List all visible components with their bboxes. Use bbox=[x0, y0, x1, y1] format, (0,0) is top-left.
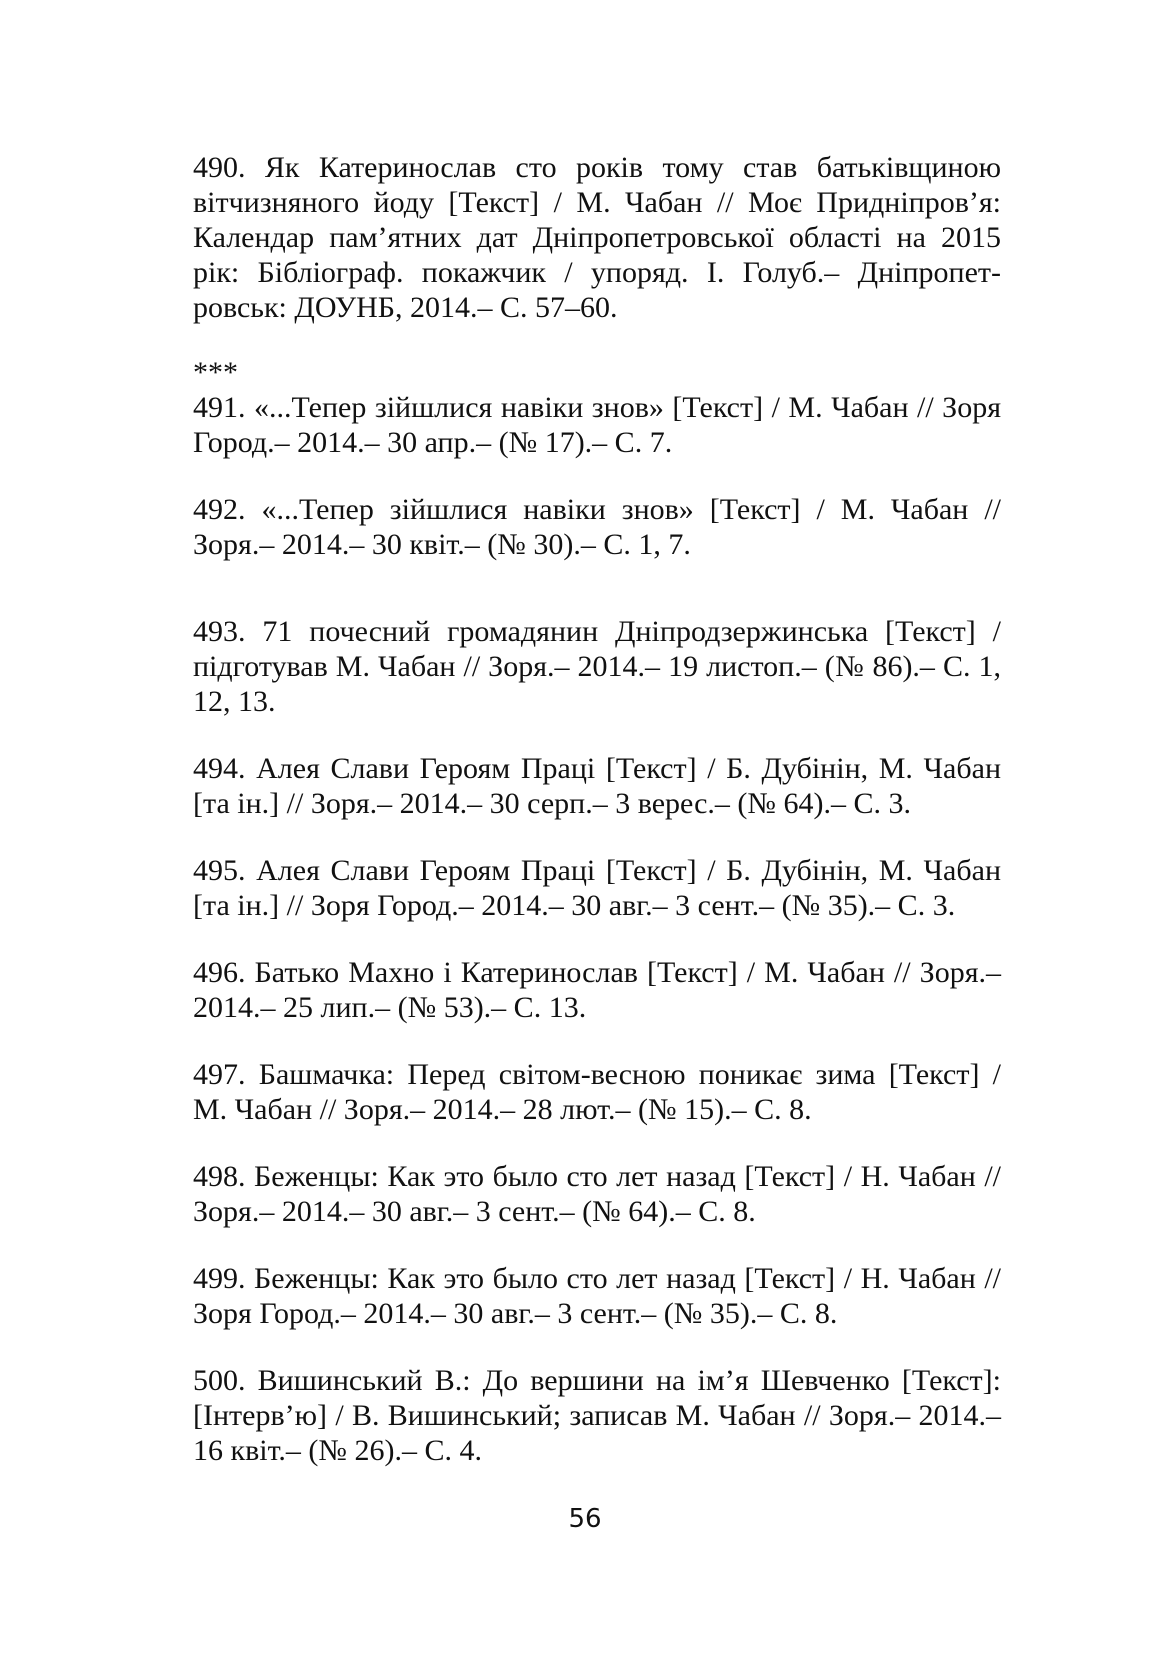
document-page bbox=[193, 150, 1001, 1468]
bibliography-entry-490: 490. Як Катеринослав сто років тому став батьківщиною вітчизняного йоду [Текст] / М. Чабан // Моє Придніпров’я: Календар пам’ятних дат Дніпропетровської області на 2015 рік: Бібліограф. покажчик / упоряд. І. Голуб.– Дніпропет-ровськ: ДОУНБ, 2014.– С. 57–60. bbox=[193, 151, 1001, 324]
bibliography-entry-500: 500. Вишинський В.: До вершини на ім’я Шевченко [Текст]: [Інтерв’ю] / В. Вишинський; записав М. Чабан // Зоря.– 2014.– 16 квіт.– (№ 26).– С. 4. bbox=[193, 1364, 1001, 1467]
bibliography-entry-494: 494. Алея Слави Героям Праці [Текст] / Б. Дубінін, М. Чабан [та ін.] // Зоря.– 2014.– 30 серп.– 3 верес.– (№ 64).– С. 3. bbox=[193, 752, 1001, 820]
section-separator: *** bbox=[193, 356, 238, 389]
page-number: 56 bbox=[568, 1504, 602, 1534]
bibliography-entry-496: 496. Батько Махно і Катеринослав [Текст] / М. Чабан // Зоря.– 2014.– 25 лип.– (№ 53).– С. 13. bbox=[193, 956, 1001, 1024]
bibliography-entry-491: 491. «...Тепер зійшлися навіки знов» [Текст] / М. Чабан // Зоря Город.– 2014.– 30 апр.– (№ 17).– С. 7. bbox=[193, 391, 1001, 459]
bibliography-entry-493: 493. 71 почесний громадянин Дніпродзержинська [Текст] / підготував М. Чабан // Зоря.– 2014.– 19 листоп.– (№ 86).– С. 1, 12, 13. bbox=[193, 615, 1001, 718]
bibliography-entry-498: 498. Беженцы: Как это было сто лет назад [Текст] / Н. Чабан // Зоря.– 2014.– 30 авг.– 3 сент.– (№ 64).– С. 8. bbox=[193, 1160, 1001, 1228]
bibliography-entry-495: 495. Алея Слави Героям Праці [Текст] / Б. Дубінін, М. Чабан [та ін.] // Зоря Город.– 2014.– 30 авг.– 3 сент.– (№ 35).– С. 3. bbox=[193, 854, 1001, 922]
bibliography-entry-499: 499. Беженцы: Как это было сто лет назад [Текст] / Н. Чабан // Зоря Город.– 2014.– 30 авг.– 3 сент.– (№ 35).– С. 8. bbox=[193, 1262, 1001, 1330]
bibliography-entry-492: 492. «...Тепер зійшлися навіки знов» [Текст] / М. Чабан // Зоря.– 2014.– 30 квіт.– (№ 30).– С. 1, 7. bbox=[193, 493, 1001, 561]
bibliography-entry-497: 497. Башмачка: Перед світом-весною поникає зима [Текст] / М. Чабан // Зоря.– 2014.– 28 лют.– (№ 15).– С. 8. bbox=[193, 1058, 1001, 1126]
